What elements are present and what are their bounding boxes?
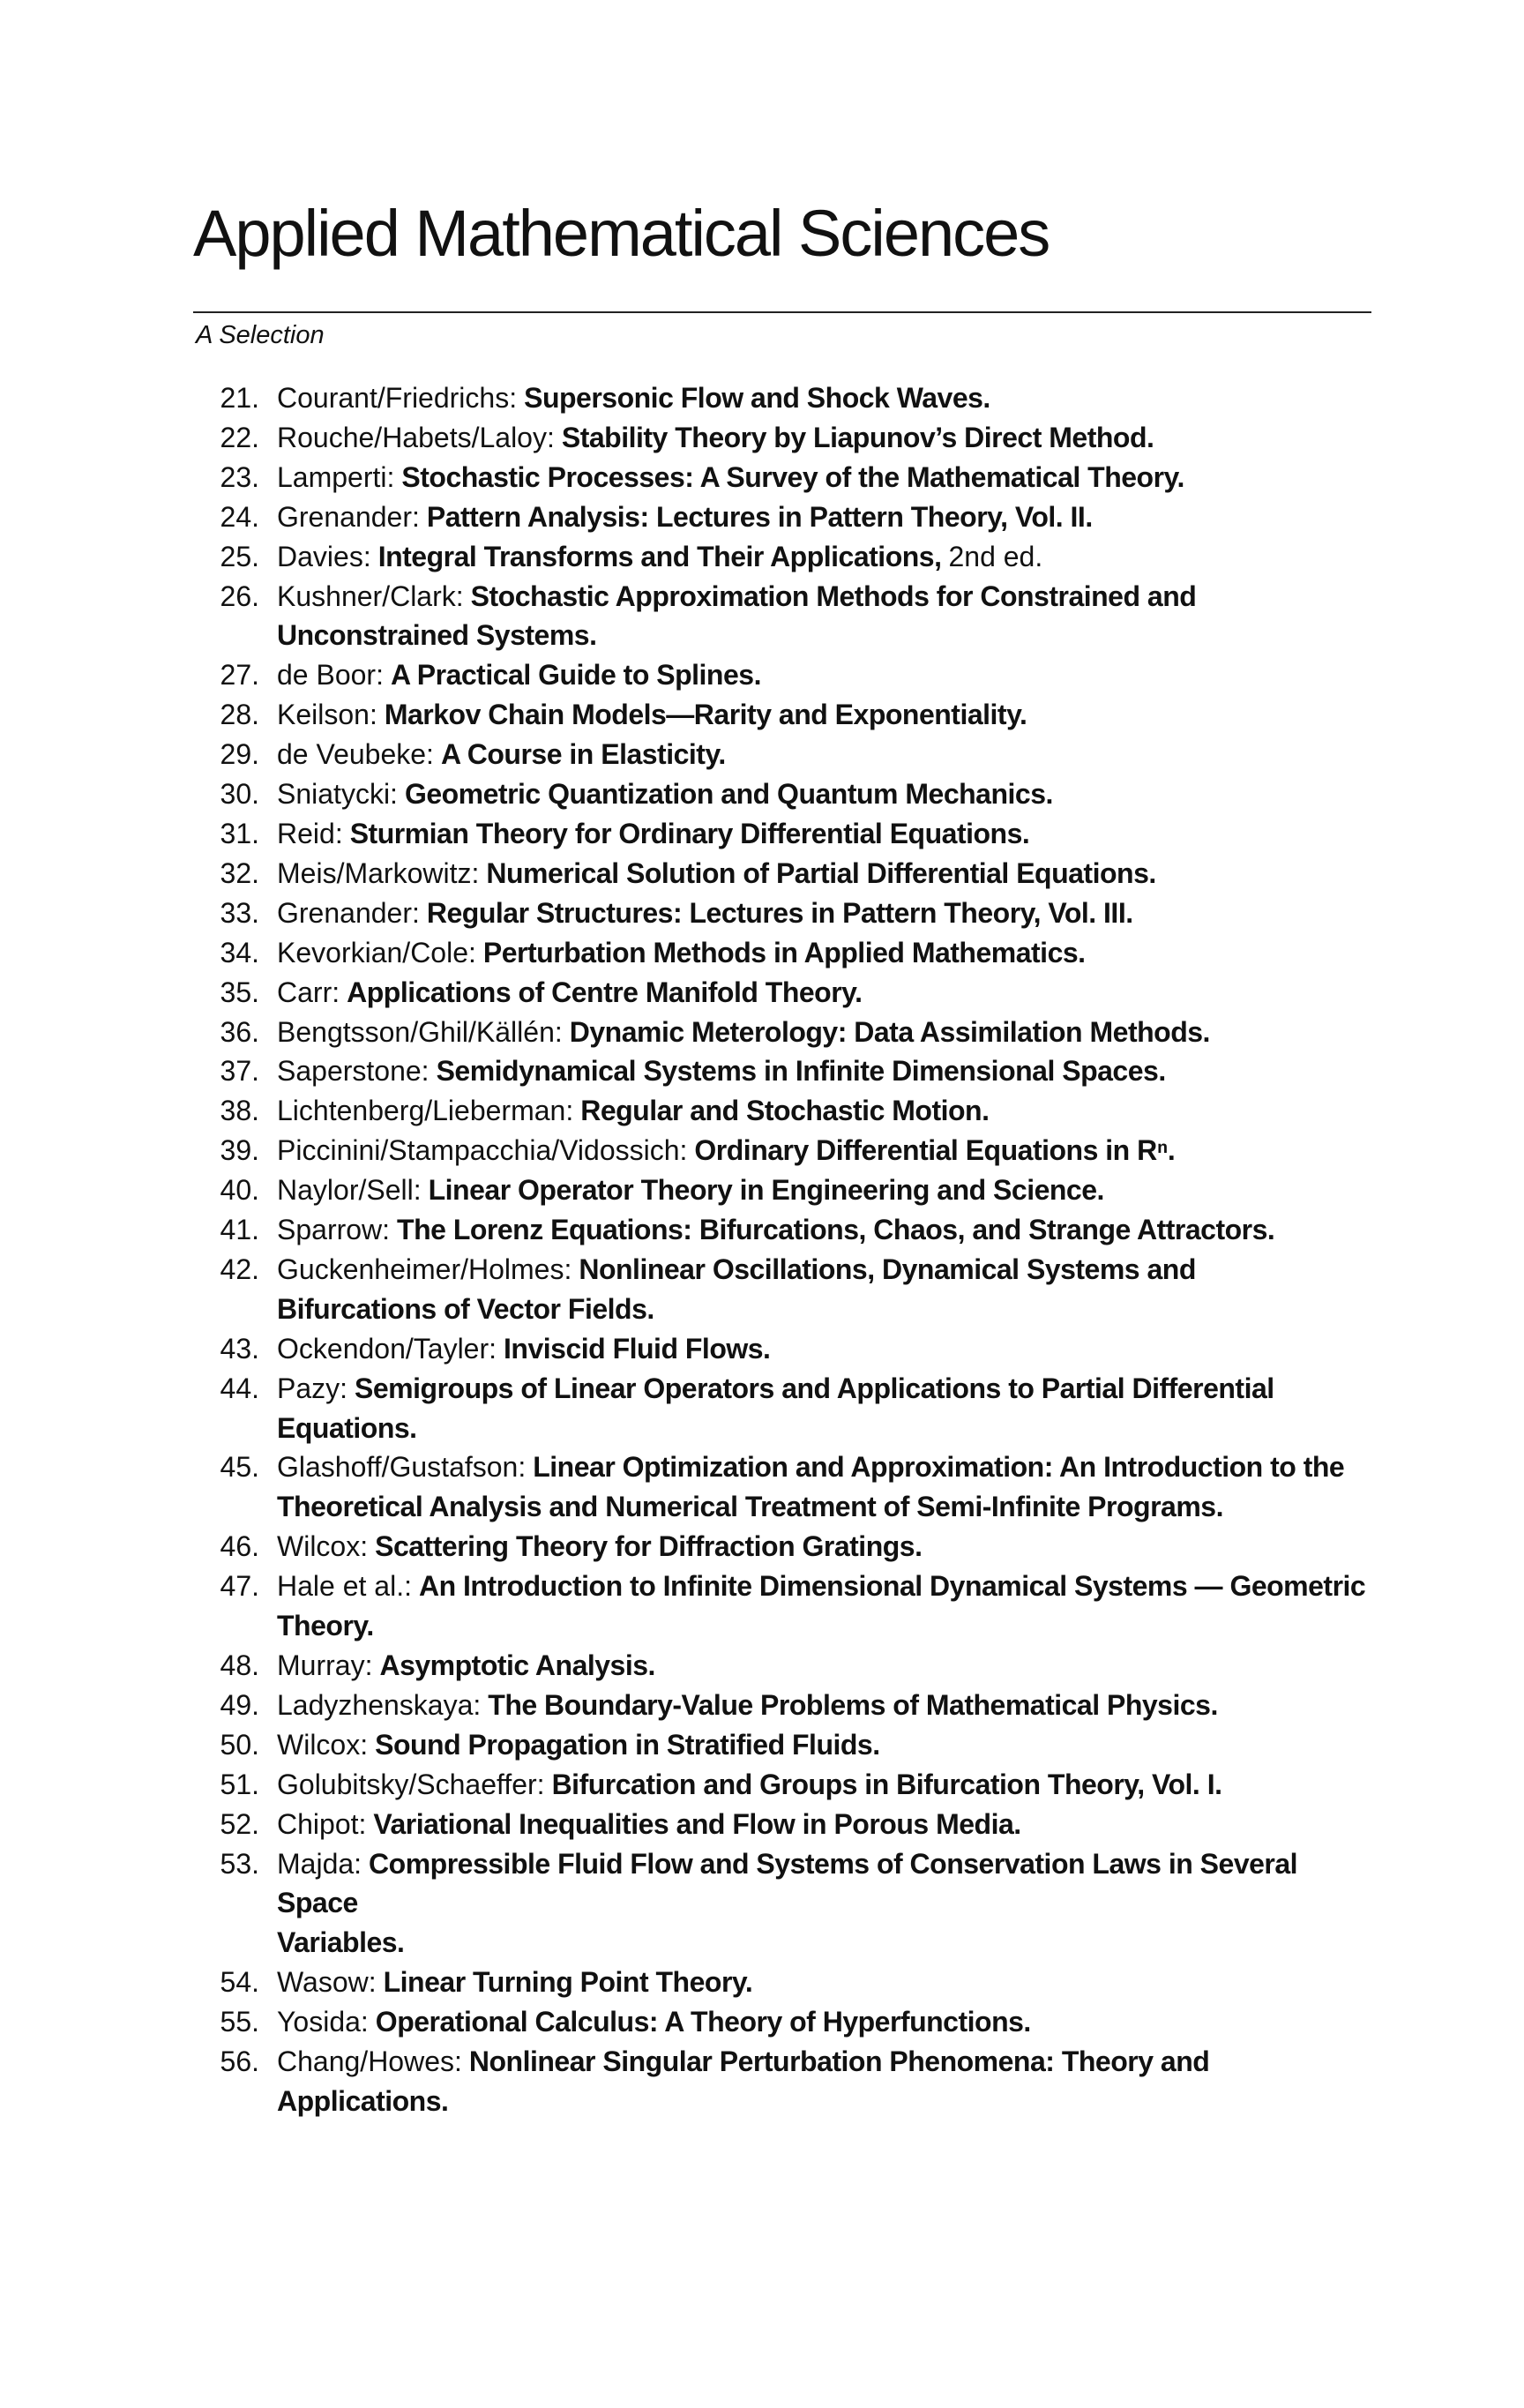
entry-title: A Practical Guide to Splines. [390,659,761,692]
entry-title: An Introduction to Infinite Dimensional Dynamical Systems — Geometric [418,1570,1366,1603]
entry-title: Linear Operator Theory in Engineering and Science. [428,1174,1104,1207]
list-item [193,973,1375,1013]
entry-body [259,1051,1166,1091]
entry-body [259,1725,880,1765]
page-title: Applied Mathematical Sciences [193,197,1050,270]
list-item [193,2042,1375,2121]
entry-author: Yosida: [277,2006,369,2038]
entry-title: Theoretical Analysis and Numerical Treatment of Semi-Infinite Programs. [277,1491,1223,1523]
entry-author: de Boor: [277,659,384,692]
entry-author: Courant/Friedrichs: [277,382,518,414]
entry-number: 29. [220,738,259,771]
list-item [193,1369,1375,1448]
list-item [193,378,1375,418]
list-item [193,1963,1375,2002]
entry-number: 30. [220,778,259,811]
entry-author: Reid: [277,817,343,849]
entry-body [259,774,1053,814]
list-item [193,577,1375,656]
entry-author: Keilson: [277,699,377,731]
entry-number: 23. [220,460,259,493]
entry-title: Perturbation Methods in Applied Mathematics. [482,936,1086,968]
entry-number: 48. [220,1649,259,1681]
entry-body [259,1250,1196,1329]
entry-author: de Veubeke: [277,738,434,771]
entry-author: Bengtsson/Ghil/Källén: [277,1015,563,1048]
entry-author: Hale et al.: [277,1570,412,1603]
entry-author: Chang/Howes: [277,2045,462,2078]
entry-title: Asymptotic Analysis. [379,1649,655,1681]
list-item [193,497,1375,537]
entry-author: Chipot: [277,1807,367,1840]
entry-number: 43. [220,1332,259,1365]
entry-author: Grenander: [277,896,420,929]
entry-title: Bifurcations of Vector Fields. [277,1292,654,1325]
entry-body [259,894,1133,933]
entry-body [259,577,1196,656]
list-item [193,1725,1375,1765]
entry-author: Rouche/Habets/Laloy: [277,421,555,453]
series-list [193,378,1375,2121]
entry-number: 38. [220,1095,259,1127]
entry-title: Nonlinear Singular Perturbation Phenomena: Theory and [468,2045,1210,2078]
list-item [193,1329,1375,1369]
entry-title: The Boundary-Value Problems of Mathematical Physics. [488,1688,1218,1721]
entry-author: Piccinini/Stampacchia/Vidossich: [277,1134,688,1167]
entry-number: 37. [220,1055,259,1088]
list-item [193,894,1375,933]
entry-author: Ladyzhenskaya: [277,1688,482,1721]
entry-author: Pazy: [277,1372,348,1404]
entry-title: Linear Turning Point Theory. [383,1966,753,1999]
list-item [193,458,1375,497]
entry-number: 55. [220,2006,259,2038]
entry-author: Murray: [277,1649,373,1681]
entry-body [259,933,1086,973]
entry-number: 50. [220,1728,259,1761]
entry-title: Variational Inequalities and Flow in Porous Media. [373,1807,1021,1840]
entry-title: Unconstrained Systems. [277,619,597,652]
entry-title: Sturmian Theory for Ordinary Differential Equations. [349,817,1030,849]
entry-title: Applications of Centre Manifold Theory. [347,976,863,1008]
entry-number: 56. [220,2045,259,2078]
entry-title: Numerical Solution of Partial Differential Equations. [486,856,1156,889]
entry-body [259,1329,770,1369]
entry-number: 28. [220,699,259,731]
entry-body [259,1447,1344,1527]
entry-author: Grenander: [277,500,420,533]
list-item [193,1527,1375,1567]
list-item [193,1646,1375,1686]
entry-number: 26. [220,580,259,612]
entry-body [259,1963,752,2002]
list-item [193,1051,1375,1091]
entry-body [259,1567,1365,1646]
entry-body [259,695,1027,735]
entry-body [259,1369,1375,1448]
entry-title: Nonlinear Oscillations, Dynamical Systems and [579,1253,1196,1285]
entry-author: Davies: [277,540,371,572]
entry-body [259,1170,1104,1210]
entry-number: 41. [220,1214,259,1246]
list-item [193,1844,1375,1963]
entry-author: Kevorkian/Cole: [277,936,476,968]
entry-number: 51. [220,1768,259,1800]
entry-title: Markov Chain Models—Rarity and Exponentiality. [384,699,1027,731]
list-item [193,655,1375,695]
entry-author: Carr: [277,976,340,1008]
entry-number: 46. [220,1530,259,1563]
list-item [193,1805,1375,1844]
entry-title: Variables. [277,1926,405,1959]
page-subtitle: A Selection [196,321,325,349]
entry-body [259,735,726,774]
entry-author: Lamperti: [277,460,395,493]
entry-title: Pattern Analysis: Lectures in Pattern Theory, Vol. II. [426,500,1093,533]
entry-title: Dynamic Meterology: Data Assimilation Methods. [569,1015,1210,1048]
entry-title: Inviscid Fluid Flows. [504,1332,771,1365]
entry-title: Scattering Theory for Diffraction Gratings. [375,1530,923,1563]
entry-number: 27. [220,659,259,692]
entry-body [259,854,1156,894]
entry-author: Sniatycki: [277,778,398,811]
list-item [193,854,1375,894]
list-item [193,1447,1375,1527]
entry-title: Ordinary Differential Equations in Rⁿ. [694,1134,1176,1167]
list-item [193,1210,1375,1250]
list-item [193,933,1375,973]
entry-author: Wasow: [277,1966,377,1999]
entry-body [259,814,1029,854]
entry-title: Bifurcation and Groups in Bifurcation Theory, Vol. I. [551,1768,1222,1800]
entry-author: Sparrow: [277,1214,391,1246]
entry-title: Stability Theory by Liapunov’s Direct Method. [561,421,1154,453]
entry-number: 32. [220,856,259,889]
entry-author: Kushner/Clark: [277,580,464,612]
entry-number: 53. [220,1847,259,1880]
entry-title: Stochastic Approximation Methods for Constrained and [470,580,1197,612]
page [193,0,1375,2408]
entry-number: 22. [220,421,259,453]
entry-author: Lichtenberg/Lieberman: [277,1095,574,1127]
entry-body [259,1765,1221,1805]
entry-number: 39. [220,1134,259,1167]
entry-number: 33. [220,896,259,929]
entry-author: Golubitsky/Schaeffer: [277,1768,545,1800]
entry-number: 25. [220,540,259,572]
entry-body [259,1686,1218,1725]
entry-number: 40. [220,1174,259,1207]
entry-author: Wilcox: [277,1530,369,1563]
entry-author: Naylor/Sell: [277,1174,422,1207]
entry-title: Regular Structures: Lectures in Pattern Theory, Vol. III. [426,896,1133,929]
list-item [193,774,1375,814]
entry-body [259,537,1042,577]
entry-body [259,418,1154,458]
entry-title: Theory. [277,1610,374,1642]
entry-number: 52. [220,1807,259,1840]
entry-body [259,1844,1375,1963]
entry-body [259,458,1184,497]
entry-title: Integral Transforms and Their Applications, [377,540,942,572]
entry-body [259,1210,1274,1250]
entry-title: Supersonic Flow and Shock Waves. [524,382,990,414]
entry-title: Compressible Fluid Flow and Systems of Conservation Laws in Several Space [277,1847,1298,1919]
list-item [193,418,1375,458]
entry-number: 31. [220,817,259,849]
entry-number: 21. [220,382,259,414]
entry-title: Semigroups of Linear Operators and Applications to Partial Differential Equations. [277,1372,1274,1444]
entry-body [259,1091,989,1131]
entry-title: A Course in Elasticity. [440,738,726,771]
entry-body [259,1013,1210,1052]
entry-title: Linear Optimization and Approximation: An Introduction to the [533,1451,1345,1484]
entry-author: Glashoff/Gustafson: [277,1451,527,1484]
entry-author: Wilcox: [277,1728,369,1761]
entry-number: 44. [220,1372,259,1404]
list-item [193,735,1375,774]
list-item [193,1013,1375,1052]
entry-number: 49. [220,1688,259,1721]
list-item [193,814,1375,854]
entry-body [259,378,990,418]
list-item [193,1765,1375,1805]
entry-author: Majda: [277,1847,362,1880]
entry-body [259,973,862,1013]
entry-body [259,2002,1031,2042]
entry-body [259,2042,1209,2121]
entry-number: 54. [220,1966,259,1999]
entry-number: 45. [220,1451,259,1484]
entry-body [259,1805,1021,1844]
list-item [193,1131,1375,1170]
entry-number: 34. [220,936,259,968]
entry-body [259,655,761,695]
list-item [193,1170,1375,1210]
entry-body [259,1131,1175,1170]
list-item [193,537,1375,577]
list-item [193,1567,1375,1646]
entry-author: Ockendon/Tayler: [277,1332,497,1365]
entry-number: 42. [220,1253,259,1285]
list-item [193,1250,1375,1329]
entry-title: Stochastic Processes: A Survey of the Mathematical Theory. [401,460,1184,493]
entry-title: Geometric Quantization and Quantum Mechanics. [404,778,1053,811]
entry-number: 24. [220,500,259,533]
entry-title: Operational Calculus: A Theory of Hyperfunctions. [375,2006,1031,2038]
entry-body [259,1646,655,1686]
entry-number: 36. [220,1015,259,1048]
list-item [193,1686,1375,1725]
entry-body [259,497,1093,537]
title-divider [193,311,1371,313]
entry-title: Regular and Stochastic Motion. [580,1095,990,1127]
entry-author: Saperstone: [277,1055,430,1088]
list-item [193,1091,1375,1131]
entry-author: Meis/Markowitz: [277,856,480,889]
list-item [193,2002,1375,2042]
entry-body [259,1527,922,1567]
entry-title: Sound Propagation in Stratified Fluids. [375,1728,880,1761]
entry-number: 47. [220,1570,259,1603]
entry-title: Semidynamical Systems in Infinite Dimensional Spaces. [436,1055,1166,1088]
list-item [193,695,1375,735]
entry-edition: 2nd ed. [948,540,1043,572]
entry-author: Guckenheimer/Holmes: [277,1253,572,1285]
entry-number: 35. [220,976,259,1008]
entry-title: The Lorenz Equations: Bifurcations, Chaos, and Strange Attractors. [397,1214,1275,1246]
entry-title: Applications. [277,2084,449,2117]
